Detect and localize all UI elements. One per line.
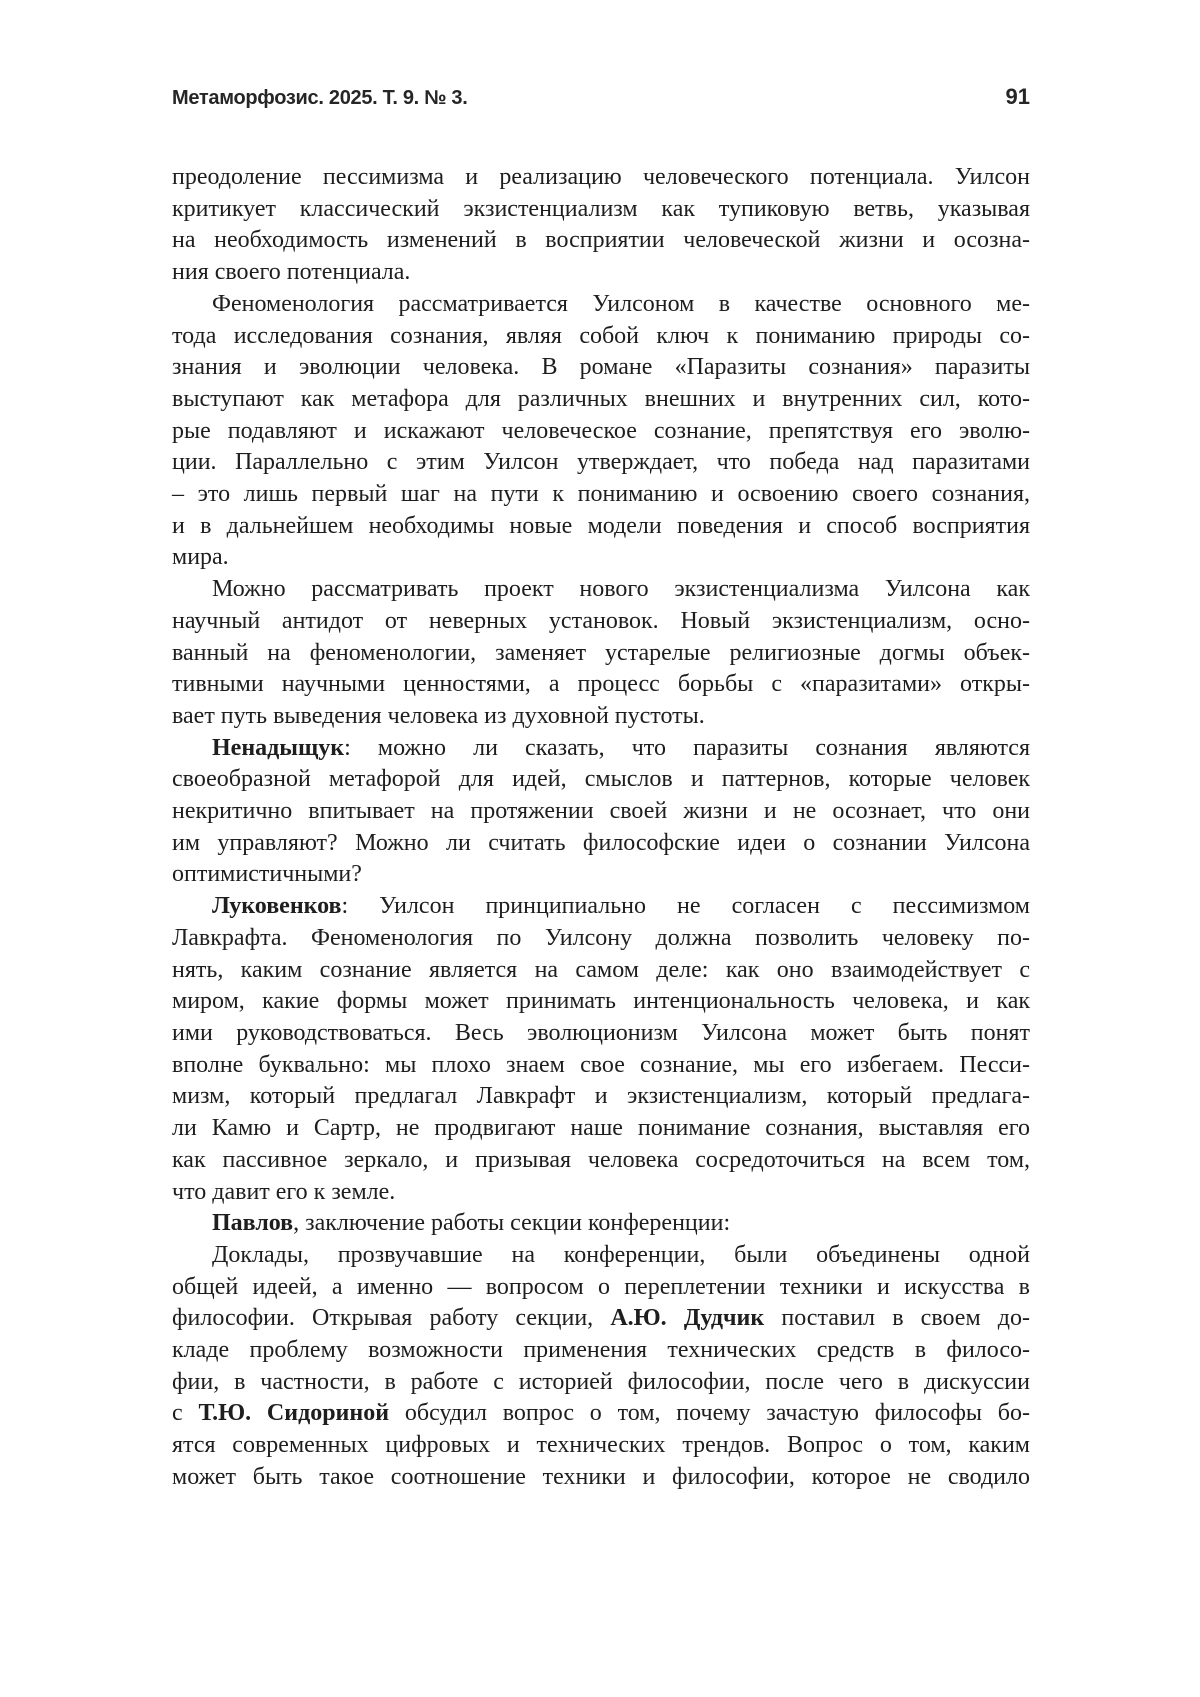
paragraph	[172, 162, 1030, 289]
text-line: знания и эволюции человека. В романе «Паразиты сознания» паразиты	[172, 354, 1030, 381]
text-line: Феноменология рассматривается Уилсоном в качестве основного ме-	[212, 290, 1030, 317]
text-line: Лавкрафта. Феноменология по Уилсону должна позволить человеку по-	[172, 924, 1030, 951]
text-line: ими руководствоваться. Весь эволюционизм Уилсона может быть понят	[172, 1019, 1030, 1046]
text-line: фии, в частности, в работе с историей философии, после чего в дискуссии	[172, 1368, 1030, 1395]
text-line: оптимистичными?	[172, 861, 362, 888]
article-body	[172, 162, 1030, 1494]
text-line: выступают как метафора для различных внешних и внутренних сил, кото-	[172, 385, 1030, 412]
text-line: кладе проблему возможности применения технических средств в филосо-	[172, 1337, 1030, 1364]
paragraph	[172, 574, 1030, 733]
text-line: на необходимость изменений в восприятии человеческой жизни и осозна-	[172, 227, 1030, 254]
text-line: некритично впитывает на протяжении своей жизни и не осознает, что они	[172, 798, 1030, 825]
speaker-name: А.Ю. Дудчик	[610, 1305, 765, 1332]
paragraph	[172, 1240, 1030, 1494]
text-line: своеобразной метафорой для идей, смыслов и паттернов, которые человек	[172, 766, 1030, 793]
paragraph	[172, 733, 1030, 892]
paragraph	[172, 289, 1030, 574]
text-line: – это лишь первый шаг на пути к пониманию и освоению своего сознания,	[172, 481, 1030, 508]
text-line: тивными научными ценностями, а процесс борьбы с «паразитами» откры-	[172, 671, 1030, 698]
speaker-name: Т.Ю. Сидориной	[198, 1400, 390, 1427]
text-line: вает путь выведения человека из духовной пустоты.	[172, 702, 705, 729]
text-line: ния своего потенциала.	[172, 259, 411, 286]
text-line: ятся современных цифровых и технических трендов. Вопрос о том, каким	[172, 1432, 1030, 1459]
text-line: Можно рассматривать проект нового экзистенциализма Уилсона как	[212, 576, 1030, 603]
speaker-name: Ненадыщук	[212, 734, 345, 761]
text-line: мизм, который предлагал Лавкрафт и экзистенциализм, который предлага-	[172, 1083, 1030, 1110]
text-line: Луковенков: Уилсон принципиально не согласен с пессимизмом	[212, 893, 1030, 920]
text-line: рые подавляют и искажают человеческое сознание, препятствуя его эволю-	[172, 417, 1030, 444]
text-line: общей идеей, а именно — вопросом о переплетении техники и искусства в	[172, 1273, 1030, 1300]
speaker-name: Луковенков	[212, 893, 342, 920]
text-line: нять, каким сознание является на самом деле: как оно взаимодействует с	[172, 956, 1030, 983]
journal-reference: Метаморфозис. 2025. Т. 9. № 3.	[172, 87, 468, 109]
running-head	[172, 84, 1030, 110]
text-line: Ненадыщук: можно ли сказать, что паразиты сознания являются	[212, 734, 1030, 761]
text-line: как пассивное зеркало, и призывая человека сосредоточиться на всем том,	[172, 1146, 1030, 1173]
text-line: преодоление пессимизма и реализацию человеческого потенциала. Уилсон	[172, 164, 1030, 190]
text-line: им управляют? Можно ли считать философские идеи о сознании Уилсона	[172, 829, 1030, 856]
paragraph	[172, 891, 1030, 1208]
speaker-name: Павлов	[212, 1210, 294, 1237]
text-line: миром, какие формы может принимать интенциональность человека, и как	[172, 988, 1030, 1015]
text-line: может быть такое соотношение техники и философии, которое не сводило	[172, 1463, 1030, 1490]
text-line: вполне буквально: мы плохо знаем свое сознание, мы его избегаем. Песси-	[172, 1051, 1030, 1078]
text-line: мира.	[172, 544, 229, 571]
text-line: ванный на феноменологии, заменяет устарелые религиозные догмы объек-	[172, 639, 1030, 666]
text-line: ции. Параллельно с этим Уилсон утверждает, что победа над паразитами	[172, 449, 1030, 476]
text-line: научный антидот от неверных установок. Новый экзистенциализм, осно-	[172, 607, 1030, 634]
text-line: с Т.Ю. Сидориной обсудил вопрос о том, почему зачастую философы бо-	[172, 1400, 1031, 1427]
text-line: Доклады, прозвучавшие на конференции, были объединены одной	[212, 1241, 1030, 1268]
text-line: критикует классический экзистенциализм как тупиковую ветвь, указывая	[172, 195, 1030, 222]
text-line: и в дальнейшем необходимы новые модели поведения и способ восприятия	[172, 512, 1030, 539]
text-line: ли Камю и Сартр, не продвигают наше понимание сознания, выставляя его	[172, 1115, 1030, 1142]
text-line: что давит его к земле.	[172, 1178, 396, 1205]
text-line: Павлов, заключение работы секции конференции:	[212, 1210, 731, 1237]
text-line: философии. Открывая работу секции, А.Ю. Дудчик поставил в своем до-	[172, 1305, 1031, 1332]
text-line: тода исследования сознания, являя собой ключ к пониманию природы со-	[172, 322, 1030, 349]
page-number: 91	[1005, 84, 1030, 109]
paragraph	[172, 1208, 1030, 1240]
